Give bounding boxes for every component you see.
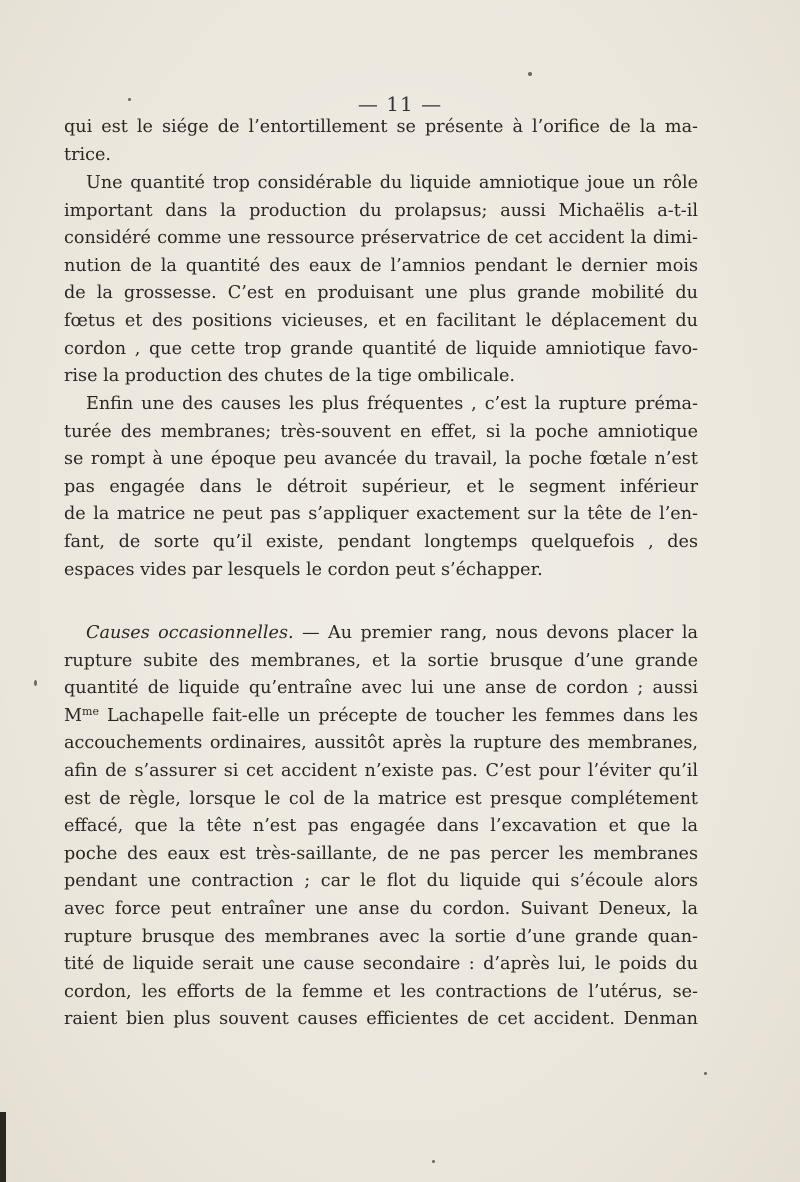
text-line: se rompt à une époque peu avancée du travail, la poche fœtale n’est — [64, 449, 698, 470]
text-line: pas engagée dans le détroit supérieur, et le segment inférieur — [64, 476, 698, 497]
page-number: — 11 — — [357, 92, 443, 116]
paper-speck — [432, 1160, 435, 1163]
paragraph-2 — [64, 170, 698, 391]
title-abbrev-superscript: me — [82, 704, 99, 718]
text-line: est de règle, lorsque le col de la matrice est presque complétement — [64, 788, 698, 809]
text-line: de la grossesse. C’est en produisant une plus grande mobilité du — [64, 283, 698, 304]
text-line: de la matrice ne peut pas s’appliquer exactement sur la tête de l’en- — [64, 504, 698, 525]
text-line: cordon, les efforts de la femme et les contractions de l’utérus, se- — [64, 981, 698, 1002]
heading-line-rest: — Au premier rang, nous devons placer la — [293, 623, 698, 643]
text-line: quantité de liquide qu’entraîne avec lui une anse de cordon ; aussi — [64, 678, 698, 699]
text-line: Enfin une des causes les plus fréquentes , c’est la rupture préma- — [86, 394, 698, 414]
text-line: rupture brusque des membranes avec la sortie d’une grande quan- — [64, 926, 698, 947]
scan-edge-mark — [0, 1112, 6, 1182]
text-line: raient bien plus souvent causes efficientes de cet accident. Denman — [64, 1009, 698, 1030]
text-line: afin de s’assurer si cet accident n’existe pas. C’est pour l’éviter qu’il — [64, 760, 698, 781]
text-line: rise la production des chutes de la tige ombilicale. — [64, 366, 515, 387]
text-line: fant, de sorte qu’il existe, pendant longtemps quelquefois , des — [64, 531, 698, 552]
title-abbrev: M — [64, 705, 83, 726]
text-line: avec force peut entraîner une anse du cordon. Suivant Deneux, la — [64, 898, 698, 919]
text-line: pendant une contraction ; car le flot du liquide qui s’écoule alors — [64, 871, 698, 892]
text-line: effacé, que la tête n’est pas engagée dans l’excavation et que la — [64, 816, 698, 837]
text-line: cordon , que cette trop grande quantité de liquide amniotique favo- — [64, 338, 698, 359]
text-line: accouchements ordinaires, aussitôt après la rupture des membranes, — [64, 733, 698, 754]
paper-speck — [34, 680, 37, 686]
paragraph-3 — [64, 391, 698, 584]
text-line: qui est le siége de l’entortillement se présente à l’orifice de la ma- — [64, 117, 698, 137]
text-line: espaces vides par lesquels le cordon peut s’échapper. — [64, 559, 543, 580]
paragraph-1 — [64, 114, 698, 169]
paper-speck — [704, 1072, 707, 1075]
line-rest: Lachapelle fait-elle un précepte de toucher les femmes dans les — [98, 705, 698, 726]
text-line: poche des eaux est très-saillante, de ne pas percer les membranes — [64, 843, 698, 864]
text-line: considéré comme une ressource préservatrice de cet accident la dimi- — [64, 228, 698, 249]
paper-speck — [128, 98, 131, 101]
paper-speck — [528, 72, 532, 76]
text-line: turée des membranes; très-souvent en effet, si la poche amniotique — [64, 421, 698, 442]
paragraph-4 — [64, 620, 698, 1034]
section-heading: Causes occasionnelles. — [86, 623, 294, 643]
text-line — [64, 703, 698, 731]
text-line: nution de la quantité des eaux de l’amnios pendant le dernier mois — [64, 255, 698, 276]
text-line: fœtus et des positions vicieuses, et en facilitant le déplacement du — [64, 310, 698, 331]
text-line: rupture subite des membranes, et la sortie brusque d’une grande — [64, 650, 698, 671]
text-line — [64, 620, 698, 648]
text-line: tité de liquide serait une cause secondaire : d’après lui, le poids du — [64, 954, 698, 975]
text-line: important dans la production du prolapsus; aussi Michaëlis a-t-il — [64, 200, 698, 221]
text-line: Une quantité trop considérable du liquide amniotique joue un rôle — [86, 173, 698, 193]
text-line: trice. — [64, 144, 111, 165]
